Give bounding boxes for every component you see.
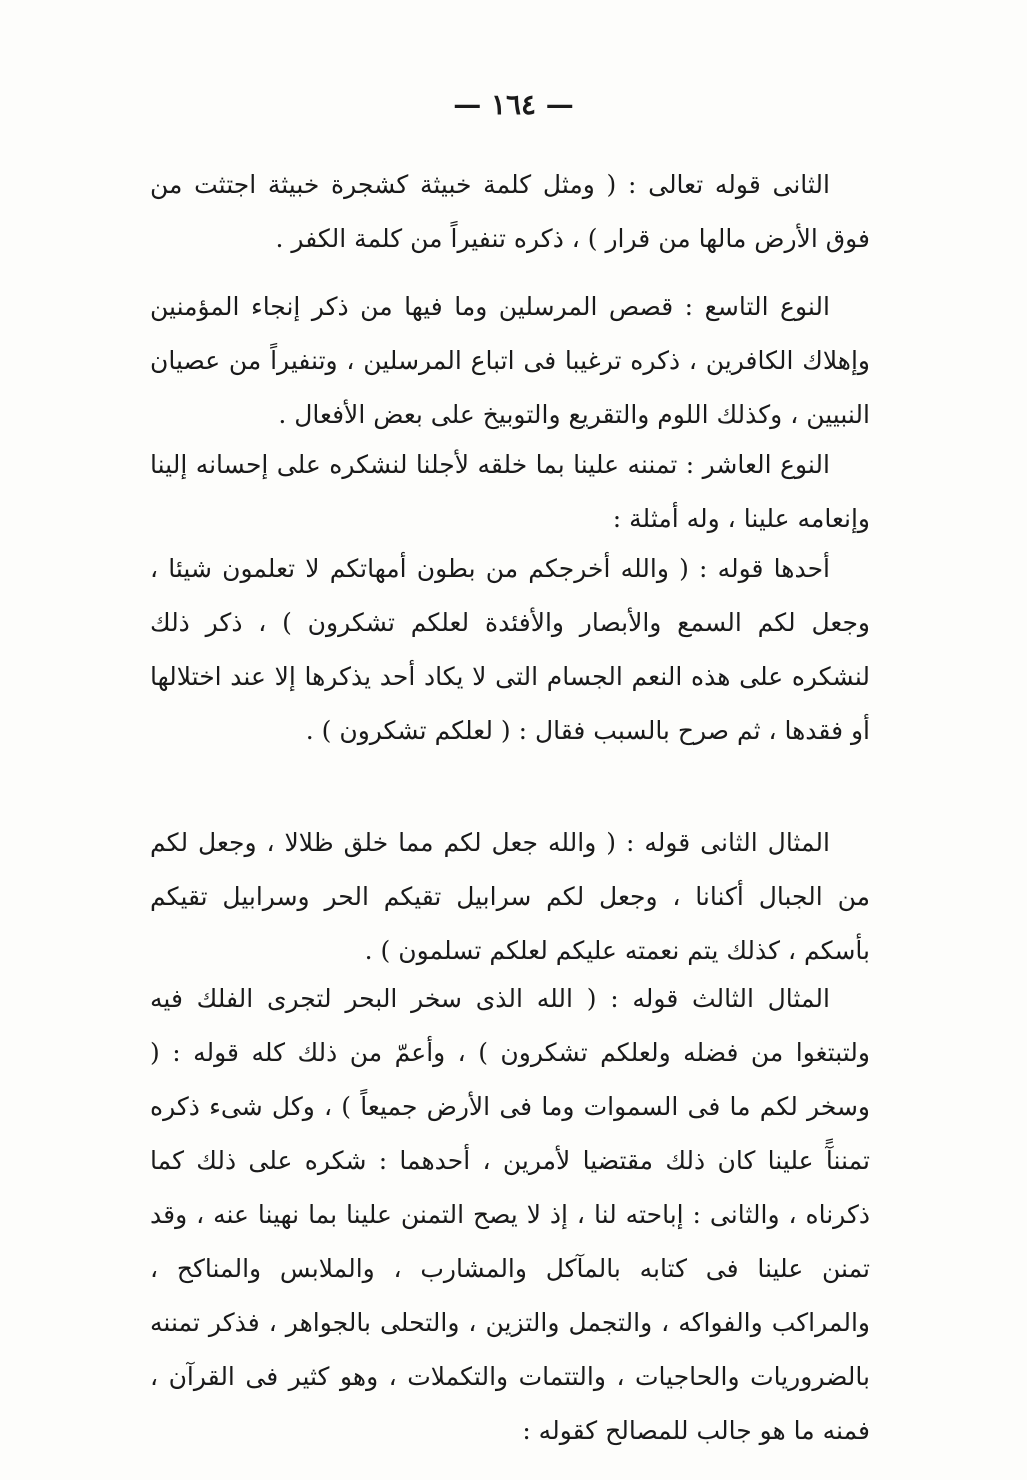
paragraph-text: المثال الثانى قوله : ( والله جعل لكم مما خلق ظلالا ، وجعل لكم من الجبال أكنانا ، وجعل لكم سرابيل تقيكم الحر وسرابيل تقيكم بأسكم ، كذلك يتم نعمته عليكم لعلكم تسلمون ) . bbox=[150, 828, 870, 965]
paragraph-example-two bbox=[150, 816, 870, 978]
paragraph-example-one bbox=[150, 542, 870, 758]
paragraph-verse-evil-word bbox=[150, 158, 870, 266]
paragraph-text: أحدها قوله : ( والله أخرجكم من بطون أمهاتكم لا تعلمون شيئا ، وجعل لكم السمع والأبصار والأفئدة لعلكم تشكرون ) ، ذكر ذلك لنشكره على هذه النعم الجسام التى لا يكاد أحد يذكرها إلا عند اختلالها أو فقدها ، ثم صرح بالسبب فقال : ( لعلكم تشكرون ) . bbox=[150, 554, 870, 745]
paragraph-text: النوع التاسع : قصص المرسلين وما فيها من ذكر إنجاء المؤمنين وإهلاك الكافرين ، ذكره ترغيبا فى اتباع المرسلين ، وتنفيراً من عصيان النبيين ، وكذلك اللوم والتقريع والتوبيخ على بعض الأفعال . bbox=[150, 292, 870, 429]
paragraph-text: النوع العاشر : تمننه علينا بما خلقه لأجلنا لنشكره على إحسانه إلينا وإنعامه علينا ، وله أمثلة : bbox=[150, 450, 870, 533]
paragraph-type-nine bbox=[150, 280, 870, 442]
paragraph-text: المثال الثالث قوله : ( الله الذى سخر البحر لتجرى الفلك فيه ولتبتغوا من فضله ولعلكم تشكرون ) ، وأعمّ من ذلك كله قوله : ( وسخر لكم ما فى السموات وما فى الأرض جميعاً ) ، وكل شىء ذكره تمننآً علينا كان ذلك مقتضيا لأمرين ، أحدهما : شكره على ذلك كما ذكرناه ، والثانى : إباحته لنا ، إذ لا يصح التمنن علينا بما نهينا عنه ، وقد تمنن علينا فى كتابه بالمآكل والمشارب ، والملابس والمناكح ، والمراكب والفواكه ، والتجمل والتزين ، والتحلى بالجواهر ، فذكر تمننه بالضروريات والحاجيات ، والتتمات والتكملات ، وهو كثير فى القرآن ، فمنه ما هو جالب للمصالح كقوله : bbox=[150, 984, 870, 1445]
paragraph-type-ten bbox=[150, 438, 870, 546]
paragraph-text: الثانى قوله تعالى : ( ومثل كلمة خبيثة كشجرة خبيثة اجتثت من فوق الأرض مالها من قرار ) ، ذكره تنفيراً من كلمة الكفر . bbox=[150, 170, 870, 253]
paragraph-example-three bbox=[150, 972, 870, 1458]
page-number: — ١٦٤ — bbox=[453, 88, 574, 121]
